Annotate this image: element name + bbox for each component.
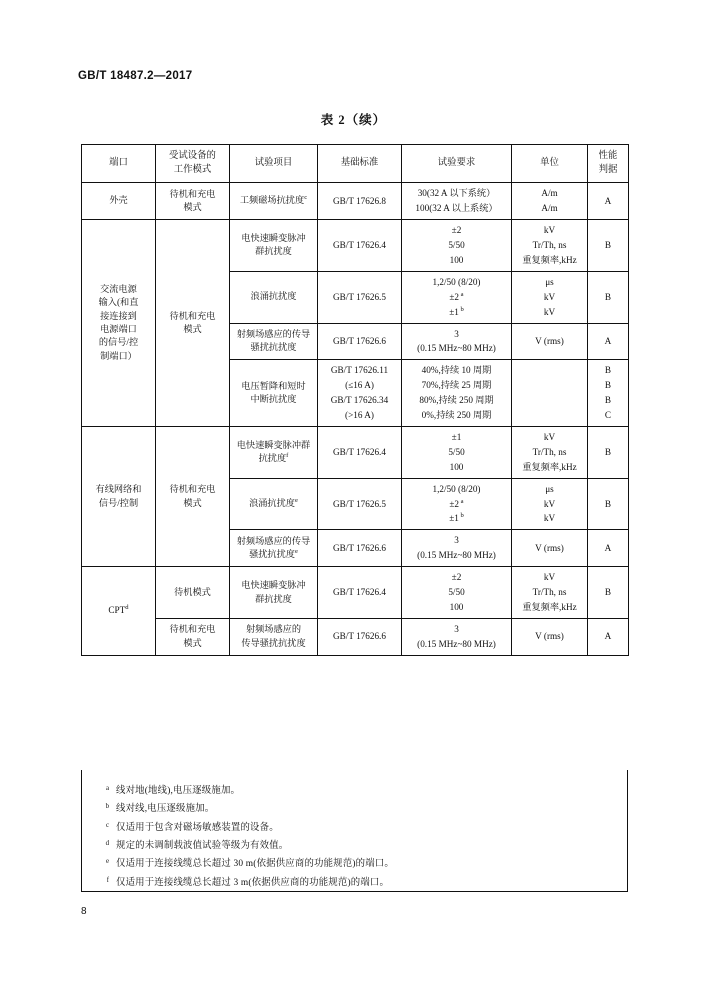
- page-number: 8: [81, 906, 87, 917]
- cell-test-item: 电压暂降和短时 中断抗扰度: [230, 360, 318, 427]
- footnote-ref-c: c: [304, 194, 308, 202]
- cell-port: 有线网络和 信号/控制: [82, 426, 156, 566]
- cell-performance-criteria: B: [588, 567, 629, 619]
- table-title: 表 2（续）: [320, 113, 387, 127]
- cell-base-standard: GB/T 17626.5: [318, 478, 402, 530]
- emc-requirements-table: [81, 144, 629, 656]
- footnote-ref-a: a: [459, 290, 464, 298]
- col-header-mode: [156, 145, 230, 183]
- cell-unit: [512, 360, 588, 427]
- cell-unit: kV Tr/Th, ns 重复频率,kHz: [512, 220, 588, 272]
- cell-test-requirement: ±2 5/50 100: [402, 220, 512, 272]
- col-header-port: 端口: [82, 145, 156, 183]
- cell-performance-criteria: B: [588, 478, 629, 530]
- cell-base-standard: GB/T 17626.4: [318, 567, 402, 619]
- table-row: [82, 183, 629, 220]
- footnote-text: 仅适用于连接线缆总长超过 3 m(依据供应商的功能规范)的端口。: [116, 877, 390, 888]
- cell-base-standard: GB/T 17626.6: [318, 618, 402, 655]
- cell-test-item: 射频场感应的传导 骚扰抗扰度$^e$: [230, 530, 318, 567]
- table-head: [82, 145, 629, 183]
- footnote-marker: c: [105, 821, 109, 829]
- col-header-criteria-line1: 性能: [598, 151, 618, 161]
- cell-test-item: 射频场感应的传导 骚扰抗扰度: [230, 323, 318, 360]
- cell-unit: A/m A/m: [512, 183, 588, 220]
- footnote-text: 仅适用于连接线缆总长超过 30 m(依据供应商的功能规范)的端口。: [116, 859, 394, 870]
- cell-base-standard: GB/T 17626.6: [318, 530, 402, 567]
- footnote-text: 规定的未调制载波值试验等级为有效值。: [116, 841, 289, 851]
- footnote-marker: b: [105, 803, 109, 811]
- cell-test-requirement: 3 (0.15 MHz~80 MHz): [402, 323, 512, 360]
- col-header-unit: 单位: [512, 145, 588, 183]
- cell-test-item: 工频磁场抗扰度$^c$: [230, 183, 318, 220]
- table-row: [82, 426, 629, 478]
- footnote-ref-e: e: [295, 497, 298, 505]
- footnote-ref-d: d: [125, 604, 129, 612]
- col-header-test-item: 试验项目: [230, 145, 318, 183]
- cell-test-mode: 待机和充电 模式: [156, 426, 230, 566]
- cell-port: 外壳: [82, 183, 156, 220]
- cell-port: CPT$^d$: [82, 567, 156, 656]
- cell-test-requirement: 3 (0.15 MHz~80 MHz): [402, 618, 512, 655]
- footnote-text: 仅适用于包含对磁场敏感装置的设备。: [116, 822, 279, 833]
- col-header-base-standard: 基础标准: [318, 145, 402, 183]
- cell-performance-criteria: B: [588, 220, 629, 272]
- cell-test-requirement: 40%,持续 10 周期 70%,持续 25 周期 80%,持续 250 周期 0%,持续 250 周期: [402, 360, 512, 427]
- cell-test-item: 电快速瞬变脉冲群 抗扰度$^f$: [230, 426, 318, 478]
- cell-test-requirement: 1,2/50 (8/20) ±2 $^a$ ±1 $^b$: [402, 478, 512, 530]
- footnote-item: [81, 819, 628, 837]
- footnote-marker: f: [106, 876, 109, 884]
- col-header-criteria-line2: 判据: [598, 164, 618, 175]
- cell-test-mode: 待机和充电 模式: [156, 618, 230, 655]
- page-header-standard-id: GB/T 18487.2—2017: [78, 70, 193, 82]
- table-container: [81, 144, 628, 656]
- cell-base-standard: GB/T 17626.11 (≤16 A) GB/T 17626.34 (>16 A): [318, 360, 402, 427]
- cell-base-standard: GB/T 17626.4: [318, 426, 402, 478]
- cell-test-mode: 待机模式: [156, 567, 230, 619]
- table-row: [82, 618, 629, 655]
- footnote-ref-f: f: [286, 452, 289, 460]
- footnote-item: [81, 874, 628, 892]
- cell-unit: V (rms): [512, 618, 588, 655]
- cell-test-item: 射频场感应的 传导骚扰抗扰度: [230, 618, 318, 655]
- cell-performance-criteria: B: [588, 271, 629, 323]
- cell-unit: μs kV kV: [512, 271, 588, 323]
- cell-test-item: 电快速瞬变脉冲 群抗扰度: [230, 220, 318, 272]
- cell-test-item: 电快速瞬变脉冲 群抗扰度: [230, 567, 318, 619]
- footnote-ref-e: e: [295, 548, 298, 556]
- cell-performance-criteria: A: [588, 530, 629, 567]
- cell-base-standard: GB/T 17626.6: [318, 323, 402, 360]
- table-row: [82, 220, 629, 272]
- cell-performance-criteria: A: [588, 323, 629, 360]
- table-body: [82, 183, 629, 655]
- col-header-test-requirement: 试验要求: [402, 145, 512, 183]
- col-header-mode-line2: 工作模式: [173, 164, 212, 175]
- cell-unit: V (rms): [512, 323, 588, 360]
- cell-test-mode: 待机和充电 模式: [156, 183, 230, 220]
- cell-base-standard: GB/T 17626.4: [318, 220, 402, 272]
- cell-test-requirement: 3 (0.15 MHz~80 MHz): [402, 530, 512, 567]
- cell-performance-criteria: A: [588, 618, 629, 655]
- footnote-marker: a: [105, 784, 109, 792]
- footnote-ref-a: a: [459, 497, 464, 505]
- cell-test-requirement: 1,2/50 (8/20) ±2 $^a$ ±1 $^b$: [402, 271, 512, 323]
- table-row: [82, 567, 629, 619]
- footnote-item: [81, 837, 628, 855]
- footnote-marker: d: [105, 840, 109, 847]
- cell-test-item: 浪涌抗扰度: [230, 271, 318, 323]
- footnote-ref-b: b: [458, 305, 464, 313]
- table-header-row: [82, 145, 629, 183]
- cell-unit: V (rms): [512, 530, 588, 567]
- col-header-criteria: [588, 145, 629, 183]
- cell-test-mode: 待机和充电 模式: [156, 220, 230, 427]
- footnotes-list: [81, 778, 628, 903]
- col-header-mode-line1: 受试设备的: [169, 151, 216, 161]
- cell-port: 交流电源 输入(和直 接连接到 电源端口 的信号/控 制端口）: [82, 220, 156, 427]
- cell-test-requirement: ±2 5/50 100: [402, 567, 512, 619]
- cell-performance-criteria: B B B C: [588, 360, 629, 427]
- cell-unit: kV Tr/Th, ns 重复频率,kHz: [512, 426, 588, 478]
- footnote-ref-b: b: [458, 512, 464, 520]
- cell-base-standard: GB/T 17626.8: [318, 183, 402, 220]
- cell-unit: μs kV kV: [512, 478, 588, 530]
- cell-test-requirement: 30(32 A 以下系统） 100(32 A 以上系统）: [402, 183, 512, 220]
- cell-performance-criteria: A: [588, 183, 629, 220]
- footnote-item: [81, 800, 628, 818]
- footnote-marker: e: [105, 858, 109, 866]
- cell-test-item: 浪涌抗扰度$^e$: [230, 478, 318, 530]
- footnote-item: [81, 782, 628, 800]
- cell-performance-criteria: B: [588, 426, 629, 478]
- cell-test-requirement: ±1 5/50 100: [402, 426, 512, 478]
- footnote-text: 线对地(地线),电压逐级施加。: [116, 785, 241, 796]
- footnote-text: 线对线,电压逐级施加。: [116, 804, 215, 815]
- cell-base-standard: GB/T 17626.5: [318, 271, 402, 323]
- cell-unit: kV Tr/Th, ns 重复频率,kHz: [512, 567, 588, 619]
- footnote-item: [81, 856, 628, 874]
